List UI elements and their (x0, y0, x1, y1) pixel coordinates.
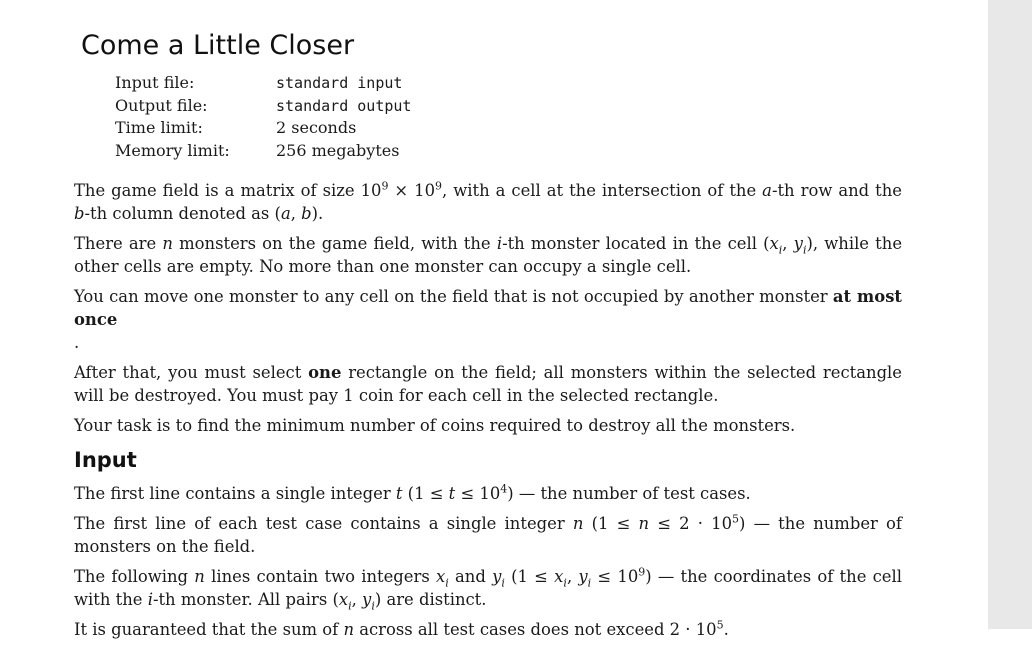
problem-title: Come a Little Closer (81, 30, 355, 61)
limit-value: standard input (276, 74, 403, 92)
input-paragraph: The first line contains a single integer t $(1 \le t \le 10^4)$ — the number of test cases. (74, 482, 751, 503)
statement-paragraph: The game field is a matrix of size $10^9 \times 10^9$, with a cell at the intersection of the a-th row and the b-th column denoted as (a, b). (74, 179, 902, 223)
limit-row-memory (115, 140, 411, 163)
input-paragraph: The following n lines contain two integers $x_i$ and $y_i$ ($1 \le x_i$, $y_i \le 10^9$) — the coordinates of the cell with the i-th monster. All pairs ($x_i$, $y_i$) are distinct. (74, 565, 902, 613)
limits-table (115, 72, 411, 162)
limit-row-time (115, 117, 411, 140)
statement-paragraph: There are n monsters on the game field, with the i-th monster located in the cell ($x_i$, $y_i$), while the other cells are empty. No more than one monster can occupy a single cell. (74, 234, 903, 276)
page-scrollbar[interactable] (988, 0, 1032, 629)
limit-label: Memory limit: (115, 140, 230, 160)
statement-paragraph: You can move one monster to any cell on the field that is not occupied by another monster at most once . (74, 287, 902, 352)
input-paragraph: The first line of each test case contains a single integer n $(1 \le n \le 2 \cdot 10^5)$ — the number of monsters on the field. (74, 512, 902, 556)
limit-label: Time limit: (115, 118, 203, 137)
statement-paragraph: After that, you must select one rectangle on the field; all monsters within the selected rectangle will be destroyed. You must pay 1 coin for each cell in the selected rectangle. (74, 363, 903, 405)
statement-body (74, 179, 902, 648)
limit-value: 2 seconds (276, 118, 357, 137)
statement-paragraph: Your task is to find the minimum number of coins required to destroy all the monsters. (74, 416, 796, 435)
limit-value: standard output (276, 96, 412, 115)
limit-row-input (115, 72, 411, 95)
input-paragraph: It is guaranteed that the sum of n across all test cases does not exceed $2 \cdot 10^5$. (74, 618, 729, 639)
limit-value: 256 megabytes (276, 140, 400, 160)
limit-label: Output file: (115, 95, 208, 115)
limit-label: Input file: (115, 73, 195, 92)
input-heading: Input (74, 448, 137, 472)
limit-row-output (115, 95, 411, 118)
